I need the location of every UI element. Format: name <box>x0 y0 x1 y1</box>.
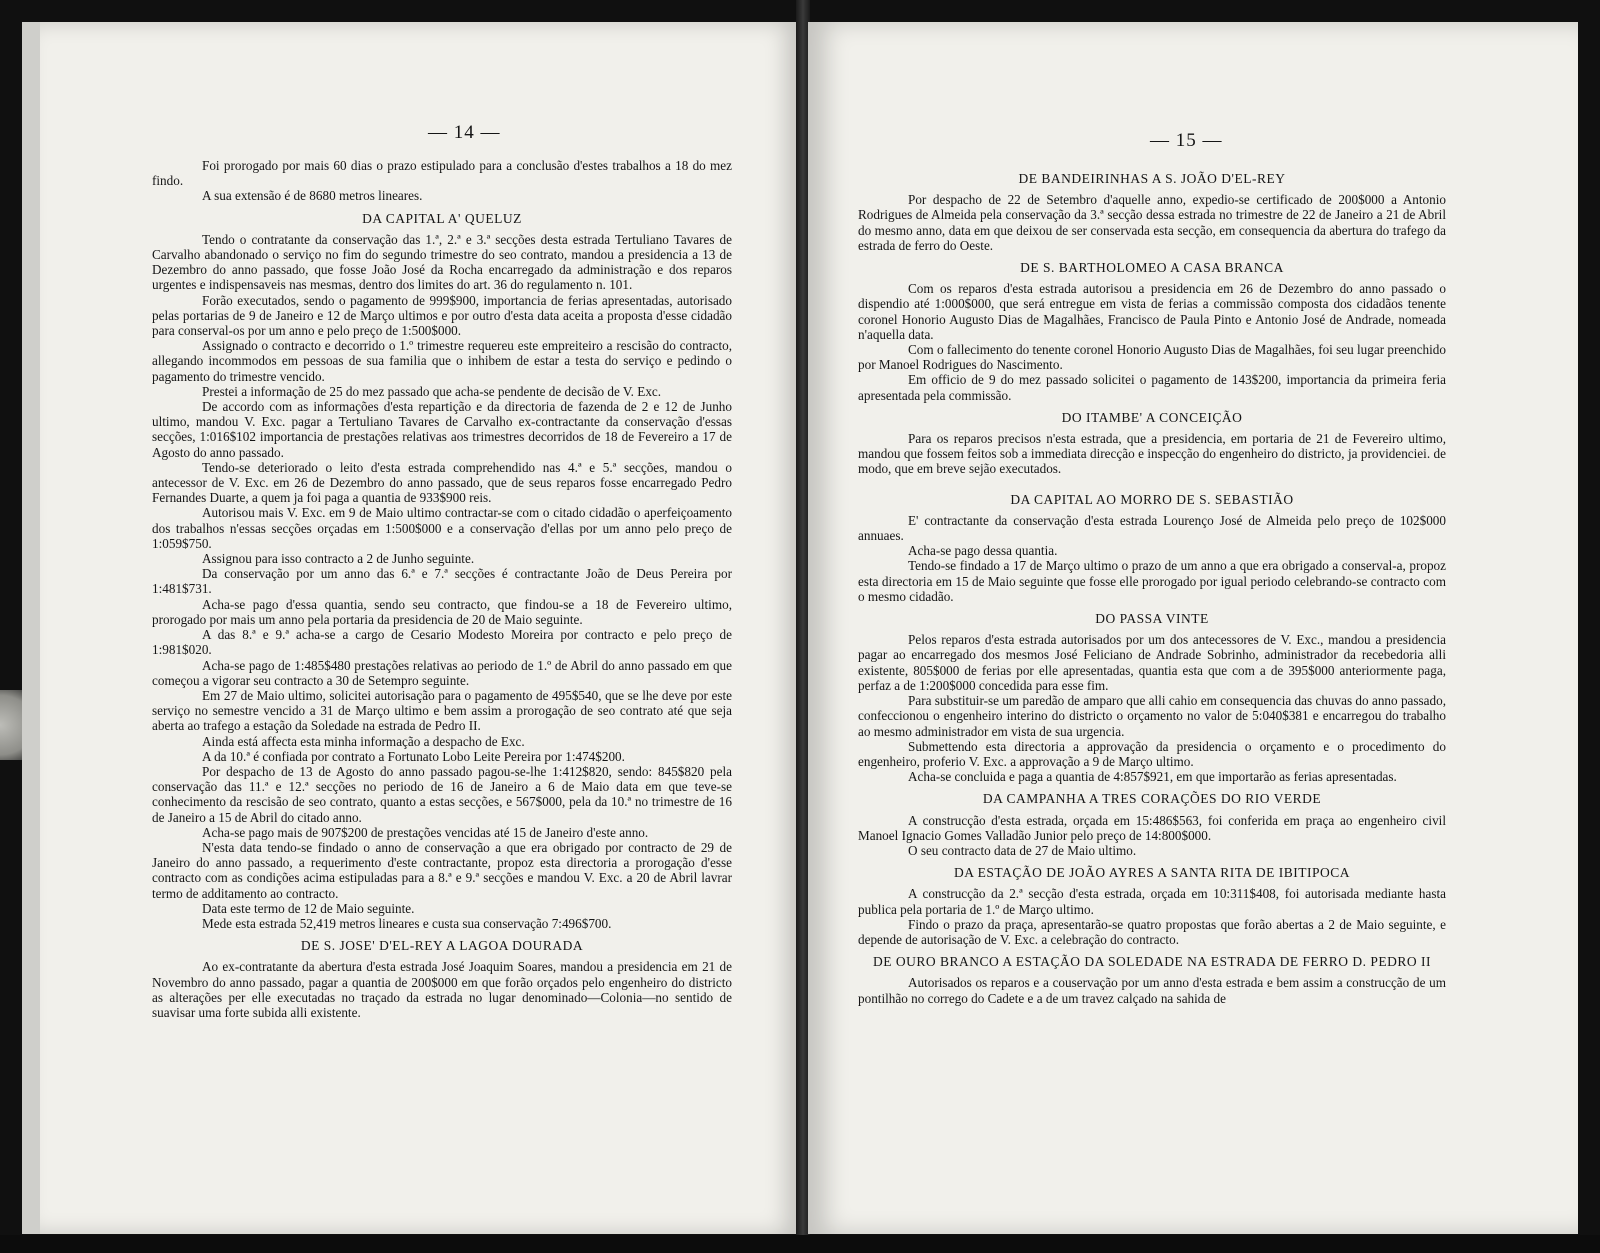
paragraph: Acha-se pago mais de 907$200 de prestações vencidas até 15 de Janeiro d'este anno. <box>202 824 649 840</box>
paragraph: Em officio de 9 do mez passado solicitei o pagamento de 143$200, importancia da primeira feria apresentada pela commissão. <box>858 372 1446 403</box>
paragraph: Em 27 de Maio ultimo, solicitei autorisação para o pagamento de 495$540, que se lhe deve por este serviço no semestre vencido a 31 de Março ultimo e bem assim a prorogação de seo contrato até que seja aberta ao trafego a estação da Soledade na estrada de Pedro II. <box>152 687 732 734</box>
paragraph: Autorisou mais V. Exc. em 9 de Maio ultimo contractar-se com o citado cidadão o aperfeiçoamento dos trabalhos n'essas secções orçadas em 1:500$000 e a conservação d'ellas por um anno pelo preço de 1:059$750. <box>152 505 732 551</box>
paragraph: Autorisados os reparos e a couservação por um anno d'esta estrada e bem assim a construcção de um pontilhão no corrego do Cadete e a de um travez calçado na sahida de <box>858 975 1446 1006</box>
section-heading: DA CAPITAL A' QUELUZ <box>362 210 522 226</box>
paragraph: Acha-se pago d'essa quantia, sendo seu contracto, que findou-se a 18 de Fevereiro ultimo, prorogado por mais um anno pela portaria da presidencia de 20 de Maio seguinte. <box>152 596 732 627</box>
section-heading: DO ITAMBE' A CONCEIÇÃO <box>1061 409 1243 425</box>
paragraph: Com os reparos d'esta estrada autorisou a presidencia em 26 de Dezembro do anno passado o dispendio até 1:000$000, que será entregue em vista de ferias a commissão composta dos cidadãos tenente coronel Honorio Augusto Dias de Magalhães, Francisco de Paula Pinto e Antonio José de Andrade, nomeada n'aquella data. <box>858 281 1446 342</box>
paragraph: Data este termo de 12 de Maio seguinte. <box>202 900 415 916</box>
paragraph: Pelos reparos d'esta estrada autorisados por um dos antecessores de V. Exc., mandou a presidencia pagar ao encarregado dos mesmos José Feliciano de Andrade Sobrinho, administrador da recebedoria alli existente, 805$000 de ferias por elle apresentadas, quantia esta que com a de 395$000 anteriormente paga, perfaz a de 1:200$000 concedida para esse fim. <box>858 632 1446 693</box>
paragraph: Acha-se pago de 1:485$480 prestações relativas ao periodo de 1.º de Abril do anno passado em que começou a vigorar seu contracto a 30 de Setempro seguinte. <box>152 657 732 688</box>
section-heading: DA ESTAÇÃO DE JOÃO AYRES A SANTA RITA DE IBITIPOCA <box>954 865 1350 881</box>
paragraph: A da 10.ª é confiada por contrato a Fortunato Lobo Leite Pereira por 1:474$200. <box>202 748 625 764</box>
paragraph: Para os reparos precisos n'esta estrada, que a presidencia, em portaria de 21 de Fevereiro ultimo, mandou que fossem feitos sob a immediata direcção e inspecção do engenheiro do districto, ja providenciei. de modo, que em breve sejão executados. <box>858 431 1446 477</box>
paragraph: Tendo-se deteriorado o leito d'esta estrada comprehendido nas 4.ª e 5.ª secções, mandou o antecessor de V. Exc. em 26 de Dezembro do anno passado, que de seus reparos fosse encarregado Pedro Fernandes Duarte, a quem ja foi paga a quantia de 933$900 reis. <box>152 459 732 506</box>
section-heading: DE BANDEIRINHAS A S. JOÃO D'EL-REY <box>1018 171 1286 186</box>
section-heading: DA CAPITAL AO MORRO DE S. SEBASTIÃO <box>1010 491 1294 507</box>
paragraph: Ainda está affecta esta minha informação a despacho de Exc. <box>202 733 525 749</box>
spacer <box>858 477 1446 485</box>
paragraph: Findo o prazo da praça, apresentarão-se quatro propostas que forão abertas a 2 de Maio seguinte, e depende de autorisação de V. Exc. a celebração do contracto. <box>858 916 1446 947</box>
paragraph: De accordo com as informações d'esta repartição e da directoria de fazenda de 2 e 12 de Junho ultimo, mandou V. Exc. pagar a Tertuliano Tavares de Carvalho ex-contractante da conservação d'essas secções, 1:016$102 importancia de prestações relativas aos trimestres decorridos de 18 de Fevereiro a 17 de Agosto do anno passado. <box>152 399 732 460</box>
paragraph: Forão executados, sendo o pagamento de 999$900, importancia de ferias apresentadas, autorisado pelas portarias de 9 de Janeiro e 12 de Março ultimos e por outro d'esta data aceita a proposta d'esse cidadão para conserval-os por um anno e pelo preço de 1:500$000. <box>152 292 732 339</box>
paragraph: O seu contracto data de 27 de Maio ultimo. <box>908 842 1137 858</box>
paragraph: A sua extensão é de 8680 metros lineares. <box>202 188 423 204</box>
section-heading: DE S. JOSE' D'EL-REY A LAGOA DOURADA <box>300 938 584 954</box>
paragraph: Acha-se concluida e paga a quantia de 4:857$921, em que importarão as ferias apresentadas. <box>908 769 1397 785</box>
section-heading: DE OURO BRANCO A ESTAÇÃO DA SOLEDADE NA ESTRADA DE FERRO D. PEDRO II <box>873 954 1431 970</box>
paragraph: Por despacho de 22 de Setembro d'aquelle anno, expedio-se certificado de 200$000 a Antonio Rodrigues de Almeida pela conservação da 3.ª secção dessa estrada no trimestre de 22 de Janeiro a 21 de Abril do mesmo anno, data em que deixou de ser conservada esta secção, em consequencia da abertura do trafego da estrada de ferro do Oeste. <box>858 192 1446 253</box>
section-heading: DE S. BARTHOLOMEO A CASA BRANCA <box>1020 260 1284 276</box>
paragraph: Tendo o contratante da conservação das 1.ª, 2.ª e 3.ª secções desta estrada Tertuliano Tavares de Carvalho abandonado o serviço no fim do segundo trimestre do seo contrato, mandou a presidencia a 13 de Dezembro do anno passado, que fosse João José da Rocha encarregado da administração e dos reparos urgentes e indispensaveis nas mesmas, dentro dos limites do art. 36 do regulamento n. 101. <box>152 231 732 293</box>
paragraph: Mede esta estrada 52,419 metros lineares e custa sua conservação 7:496$700. <box>202 915 612 931</box>
paragraph: Assignou para isso contracto a 2 de Junho seguinte. <box>202 551 475 567</box>
paragraph: Tendo-se findado a 17 de Março ultimo o prazo de um anno a que era obrigado a conserval-a, propoz esta directoria em 15 de Maio seguinte que fosse elle prorogado por igual periodo celebrando-se contracto com o mesmo cidadão. <box>858 558 1446 604</box>
scan-bottom-edge <box>0 1235 1600 1253</box>
paragraph: A das 8.ª e 9.ª acha-se a cargo de Cesario Modesto Moreira por contracto e pelo preço de 1:981$020. <box>152 627 732 658</box>
paragraph: Assignado o contracto e decorrido o 1.º trimestre requereu este empreiteiro a rescisão do contracto, allegando incommodos em pessoas de sua familia que o inhibem de estar a testa do serviço e pedindo o pagamento do trimestre vencido. <box>152 338 732 384</box>
paragraph: Por despacho de 13 de Agosto do anno passado pagou-se-lhe 1:412$820, sendo: 845$820 pela conservação das 11.ª e 12.ª secções no periodo de 16 de Janeiro a 6 de Maio data em que teve-se conhecimento da rescisão de seo contrato, quanto a estas secções, e 567$000, pela da 10.ª no trimestre de 16 de Janeiro a 15 de Abril do citado anno. <box>152 763 732 825</box>
paragraph: Da conservação por um anno das 6.ª e 7.ª secções é contractante João de Deus Pereira por 1:481$731. <box>152 566 732 597</box>
paragraph: Acha-se pago dessa quantia. <box>908 543 1058 559</box>
paragraph: N'esta data tendo-se findado o anno de conservação a que era obrigado por contracto de 29 de Janeiro do anno passado, a requerimento d'este contractante, propoz esta directoria a prorogação d'esse contracto com as condições acima estipuladas para a 8.ª e 9.ª secções e mandou V. Exc. a 20 de Abril lavrar termo de additamento ao contracto. <box>152 839 732 901</box>
paragraph: Submettendo esta directoria a approvação da presidencia o orçamento e o procedimento do engenheiro, proferio V. Exc. a approvação a 9 de Março ultimo. <box>858 738 1446 769</box>
paragraph: A construcção da 2.ª secção d'esta estrada, orçada em 10:311$408, foi autorisada mediante hasta publica pela portaria de 1.º de Março ultimo. <box>858 886 1446 917</box>
page-number-left: — 14 — <box>428 122 501 143</box>
paragraph: Foi prorogado por mais 60 dias o prazo estipulado para a conclusão d'estes trabalhos a 18 do mez findo. <box>152 158 732 189</box>
left-page-body <box>152 158 732 1020</box>
paragraph: Com o fallecimento do tenente coronel Honorio Augusto Dias de Magalhães, foi seu lugar preenchido por Manoel Rodrigues do Nascimento. <box>858 342 1446 373</box>
paragraph: Para substituir-se um paredão de amparo que alli cahio em consequencia das chuvas do anno passado, confeccionou o engenheiro interino do districto o orçamento no valor de 5:040$381 e encarregou do trabalho ao mesmo administrador em vista de sua urgencia. <box>858 693 1446 739</box>
section-heading: DA CAMPANHA A TRES CORAÇÕES DO RIO VERDE <box>982 791 1322 807</box>
right-page-body <box>858 164 1446 1006</box>
left-page <box>22 22 800 1234</box>
paragraph: Ao ex-contratante da abertura d'esta estrada José Joaquim Soares, mandou a presidencia em 21 de Novembro do anno passado, pagar a quantia de 200$000 em que forão orçados pelo engenheiro do districto as alterações per elle executadas no traçado da estrada no lugar denominado—Colonia—no sentido de suavisar uma forte subida alli existente. <box>152 959 732 1020</box>
paragraph: A construcção d'esta estrada, orçada em 15:486$563, foi conferida em praça ao engenheiro civil Manoel Ignacio Gomes Valladão Junior pelo preço de 14:800$000. <box>858 812 1446 843</box>
section-heading: DO PASSA VINTE <box>1095 611 1209 627</box>
paragraph: Prestei a informação de 25 do mez passado que acha-se pendente de decisão de V. Exc. <box>202 383 662 399</box>
page-number-right: — 15 — <box>1150 130 1223 151</box>
paragraph: E' contractante da conservação d'esta estrada Lourenço José de Almeida pelo preço de 102$000 annuaes. <box>858 512 1446 544</box>
right-page <box>808 22 1578 1234</box>
